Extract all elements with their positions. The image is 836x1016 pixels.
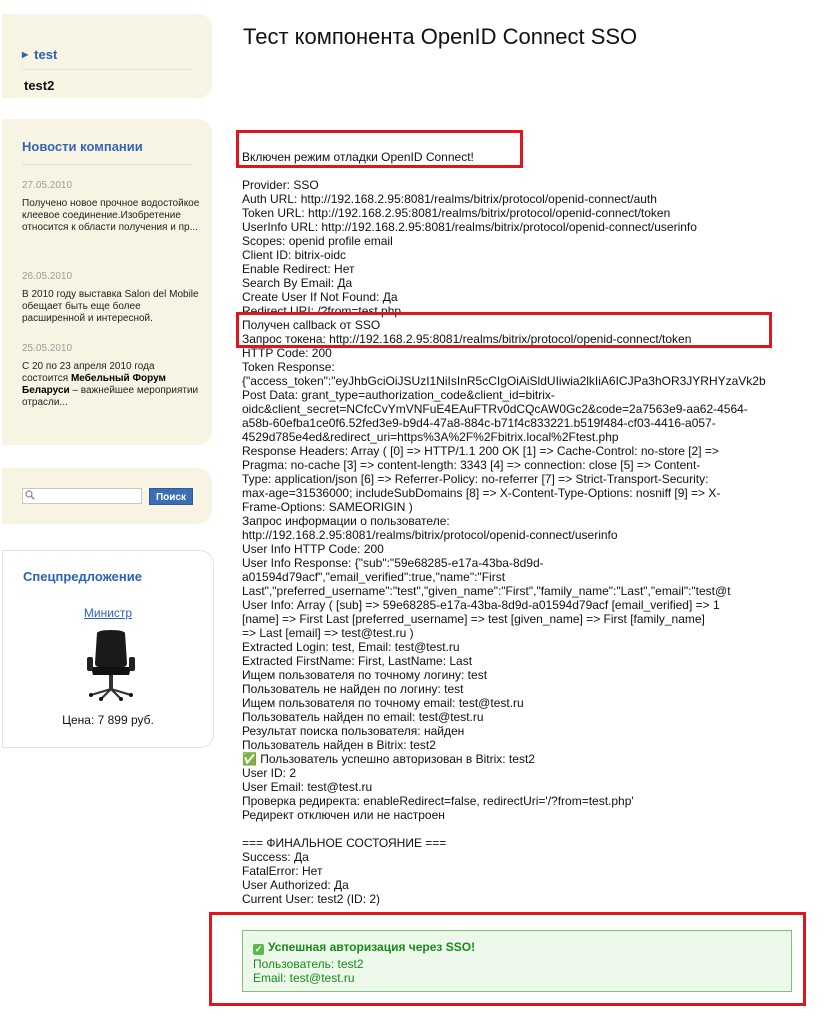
log-line: Success: Да [242,850,309,864]
search-card [2,468,212,524]
log-line: Post Data: grant_type=authorization_code&client_id=bitrix- [242,388,555,402]
offer-price: Цена: 7 899 руб. [62,713,154,727]
log-line: [name] => First Last [preferred_username] => test [given_name] => First [family_name] [242,612,705,626]
log-line: Пользователь найден в Bitrix: test2 [242,738,436,752]
log-line: UserInfo URL: http://192.168.2.95:8081/realms/bitrix/protocol/openid-connect/userinfo [242,220,697,234]
log-line: Extracted FirstName: First, LastName: Last [242,654,473,668]
log-line: Scopes: openid profile email [242,234,393,248]
log-line: User Info: Array ( [sub] => 59e68285-e17a-43ba-8d9d-a01594d79acf [email_verified] => 1 [242,598,720,612]
log-line [242,822,794,836]
log-line: Response Headers: Array ( [0] => HTTP/1.1 200 OK [1] => Cache-Control: no-store [2] => [242,444,719,458]
offer-title[interactable]: Спецпредложение [23,569,142,584]
log-line: => Last [email] => test@test.ru ) [242,626,414,640]
offer-product-link[interactable]: Министр [83,606,133,620]
log-line: oidc&client_secret=NCfcCvYmVNFuE4EAuFTRv0dCQcAW0Gc2&code=2a7563e9-aa62-4564- [242,402,748,416]
news-text-bold: Мебельный Форум Беларуси [22,373,166,396]
log-line: Ищем пользователя по точному email: test@test.ru [242,696,524,710]
log-line: a01594d79acf","email_verified":true,"name":"First [242,570,506,584]
log-line: Last","preferred_username":"test","given_name":"First","family_name":"Last","email":"test@t [242,584,731,598]
log-line: Token Response: [242,360,335,374]
news-date: 25.05.2010 [22,343,73,354]
log-line: Create User If Not Found: Да [242,290,398,304]
log-line: Client ID: bitrix-oidc [242,248,347,262]
log-line: a58b-60efba1ce0f6.52fed3e9-b9d4-47a8-884c-b71f4c833221.b519f484-cf03-4416-a057- [242,416,716,430]
log-line: http://192.168.2.95:8081/realms/bitrix/protocol/openid-connect/userinfo [242,528,618,542]
log-line: User ID: 2 [242,766,297,780]
log-line: Включен режим отладки OpenID Connect! [242,150,474,164]
news-divider [22,164,192,165]
news-date: 27.05.2010 [22,180,73,191]
log-line: User Info Response: {"sub":"59e68285-e17a-43ba-8d9d- [242,556,544,570]
log-line: Pragma: no-cache [3] => content-length: 3343 [4] => connection: close [5] => Content- [242,458,701,472]
log-line: Запрос токена: http://192.168.2.95:8081/realms/bitrix/protocol/openid-connect/token [242,332,692,346]
log-line: Редирект отключен или не настроен [242,808,445,822]
log-line: Ищем пользователя по точному логину: test [242,668,488,682]
news-item[interactable] [22,343,200,409]
success-email-line: Email: test@test.ru [253,971,355,985]
log-line: Redirect URI: /?from=test.php [242,304,402,318]
log-line: Получен callback от SSO [242,318,381,332]
log-line: Frame-Options: SAMEORIGIN ) [242,500,413,514]
log-line: Пользователь найден по email: test@test.ru [242,710,484,724]
news-text-post: – важнейшее мероприятии отрасли... [22,385,199,408]
log-line: FatalError: Нет [242,864,323,878]
log-line: Token URL: http://192.168.2.95:8081/realms/bitrix/protocol/openid-connect/token [242,206,671,220]
highlight-success [209,912,806,1006]
log-line: ✅ Пользователь успешно авторизован в Bitrix: test2 [242,752,535,766]
log-line: Пользователь не найден по логину: test [242,682,464,696]
search-icon [25,490,35,500]
checkmark-icon: ✓ [254,944,263,954]
log-line: Результат поиска пользователя: найден [242,724,465,738]
office-chair-image[interactable] [83,629,139,701]
menu-item-label: test [34,47,58,62]
log-line: Extracted Login: test, Email: test@test.ru [242,640,460,654]
success-title-text: Успешная авторизация через SSO! [268,940,476,954]
search-input[interactable] [22,488,142,504]
log-line: Type: application/json [6] => Referrer-Policy: no-referrer [7] => Strict-Transport-Security: [242,472,709,486]
triangle-right-icon: ▶ [22,50,29,59]
success-user-line: Пользователь: test2 [253,957,364,971]
search-button[interactable]: Поиск [149,488,193,505]
log-line: Current User: test2 (ID: 2) [242,892,381,906]
news-date: 26.05.2010 [22,271,73,282]
log-line: 4529d785e4ed&redirect_uri=https%3A%2F%2Fbitrix.local%2Ftest.php [242,430,619,444]
log-line: User Authorized: Да [242,878,349,892]
menu-item-test[interactable] [22,47,57,62]
news-title[interactable]: Новости компании [22,139,143,154]
offer-card [2,550,214,748]
menu-divider [22,69,192,70]
news-item[interactable] [22,271,200,325]
news-item[interactable] [22,180,200,234]
log-line: Auth URL: http://192.168.2.95:8081/realms/bitrix/protocol/openid-connect/auth [242,192,657,206]
log-line: Запрос информации о пользователе: [242,514,450,528]
log-line: {"access_token":"eyJhbGciOiJSUzI1NiIsInR5cCIgOiAiSldUIiwia2lkIiA6ICJPa3hOR3JYRHYzaVk2b [242,374,766,388]
log-line: Проверка редиректа: enableRedirect=false, redirectUri='/?from=test.php' [242,794,634,808]
menu-card [2,14,212,98]
log-line: === ФИНАЛЬНОЕ СОСТОЯНИЕ === [242,836,447,850]
log-line: Enable Redirect: Нет [242,262,355,276]
debug-log [242,150,794,906]
log-line: Provider: SSO [242,178,319,192]
news-text: Получено новое прочное водостойкое клеевое соединение.Изобретение относится к области получения и пр... [22,198,200,233]
log-line: Search By Email: Да [242,276,353,290]
page-title: Тест компонента OpenID Connect SSO [243,24,638,49]
menu-item-test2[interactable]: test2 [24,78,55,93]
log-line: User Info HTTP Code: 200 [242,542,384,556]
highlight-callback [236,312,772,348]
log-line: User Email: test@test.ru [242,780,373,794]
news-text: В 2010 году выставка Salon del Mobile обещает быть еще более расширенной и интересной. [22,289,199,324]
highlight-debug-mode [236,130,523,168]
log-line: max-age=31536000; includeSubDomains [8] => X-Content-Type-Options: nosniff [9] => X- [242,486,721,500]
log-line: HTTP Code: 200 [242,346,332,360]
news-text-pre: С 20 по 23 апреля 2010 года состоится [22,361,155,384]
news-card [2,119,212,445]
